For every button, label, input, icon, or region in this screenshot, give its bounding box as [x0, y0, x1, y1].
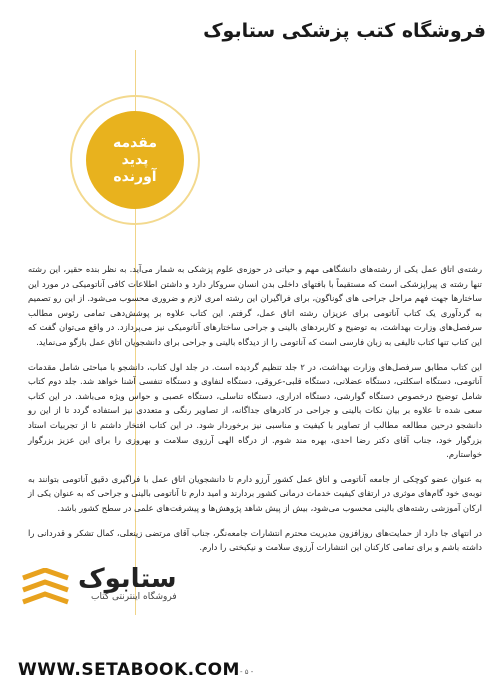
chevron-logo-icon	[18, 568, 73, 613]
badge-disc	[86, 111, 184, 209]
logo-name: ستابوک	[78, 564, 177, 594]
logo-subtitle: فروشگاه اینترنتی کتاب	[90, 592, 177, 602]
page-number: - ۵ -	[240, 668, 254, 676]
website-url: WWW.SETABOOK.COM	[18, 660, 240, 680]
intro-badge	[70, 95, 200, 225]
paragraph: به عنوان عضو کوچکی از جامعه آناتومی و اتاق عمل کشور آرزو دارم تا دانشجویان اتاق عمل با فراگیری دقیق آناتومی بتوانند به نوبه‌ی خود گام‌های موثری در ارتقای کیفیت خدمات درمانی کشور بردارند و امید دارم تا آناتومی بالینی و جراحی که به عنوان یکی از ارکان آموزشی رشته‌های بالینی محسوب می‌شود، بیش از پیش شاهد پژوهش‌ها و پیشرفت‌های علمی در سطح کشور باشد.	[28, 473, 482, 513]
body-text	[28, 262, 482, 565]
setabook-logo	[18, 560, 248, 630]
badge-line-3: آورنده	[113, 168, 157, 185]
badge-line-1: مقدمه	[113, 134, 157, 151]
paragraph: در انتهای جا دارد از حمایت‌های روزافزون مدیریت محترم انتشارات جامعه‌نگر، جناب آقای مرتضی زینعلی، کمال تشکر و قدردانی را داشته باشم و برای تمامی کارکنان این انتشارات آرزوی سلامت و نیکبختی را دارم.	[28, 527, 482, 553]
badge-line-2: پدید	[121, 151, 149, 168]
page-title: فروشگاه کتب پزشکی ستابوک	[203, 20, 486, 42]
paragraph: این کتاب مطابق سرفصل‌های وزارت بهداشت، در ۲ جلد تنظیم گردیده است. در جلد اول کتاب، دانشجو با مباحثی شامل مقدمات آناتومی، دستگاه اسکلتی، دستگاه عضلانی، دستگاه قلبی-عروقی، دستگاه لنفاوی و دستگاه تنفسی آشنا خواهد شد. جلد دوم کتاب شامل توضیح درخصوص دستگاه گوارشی، دستگاه ادراری، دستگاه تناسلی، دستگاه عصبی و حواس ویژه می‌باشد. در این کتاب سعی شده تا علاوه بر بیان نکات بالینی و جراحی در کادرهای جداگانه، از تصاویر رنگی و متعددی نیز استفاده گردد تا از این رو دانشجو درحین مطالعه مطالب از تصاویر با کیفیت و مناسبی نیز برخوردار شود. در این کتاب افتخار داشتم تا از تجربیات استاد بزرگوار خود، جناب آقای دکتر رضا احدی، بهره مند شوم. از درگاه الهی آرزوی سلامت و بهروزی را برای این عزیز بزرگوار خواستارم.	[28, 361, 482, 460]
paragraph: رشته‌ی اتاق عمل یکی از رشته‌های دانشگاهی مهم و حیاتی در حوزه‌ی علوم پزشکی به شمار می‌آید. به نظر بنده حقیر، این رشته تنها رشته ی پیراپزشکی است که مستقیماً با بافتهای داخلی بدن انسان سروکار دارد و داشتن اطلاعات کافی آناتومیکی در مورد این ساختارها جهت فهم مراحل جراحی های گوناگون، برای فراگیران این رشته امری لازم و ضروری محسوب می‌شود. از این رو تصمیم به گردآوری یک کتاب آناتومی برای عزیزان رشته اتاق عمل، گرفتم. این کتاب علاوه بر پوشش‌دهی تمامی رئوس مطالب سرفصل‌های وزارت بهداشت، به توضیح و کاربردهای بالینی و جراحی ساختارهای آناتومیکی نیز می‌پردازد. در واقع می‌توان گفت که این کتاب تنها کتاب تالیفی به زبان فارسی است که آناتومی را از دیدگاه بالینی و جراحی برای دانشجویان اتاق عمل بازگو می‌نماید.	[28, 264, 482, 347]
